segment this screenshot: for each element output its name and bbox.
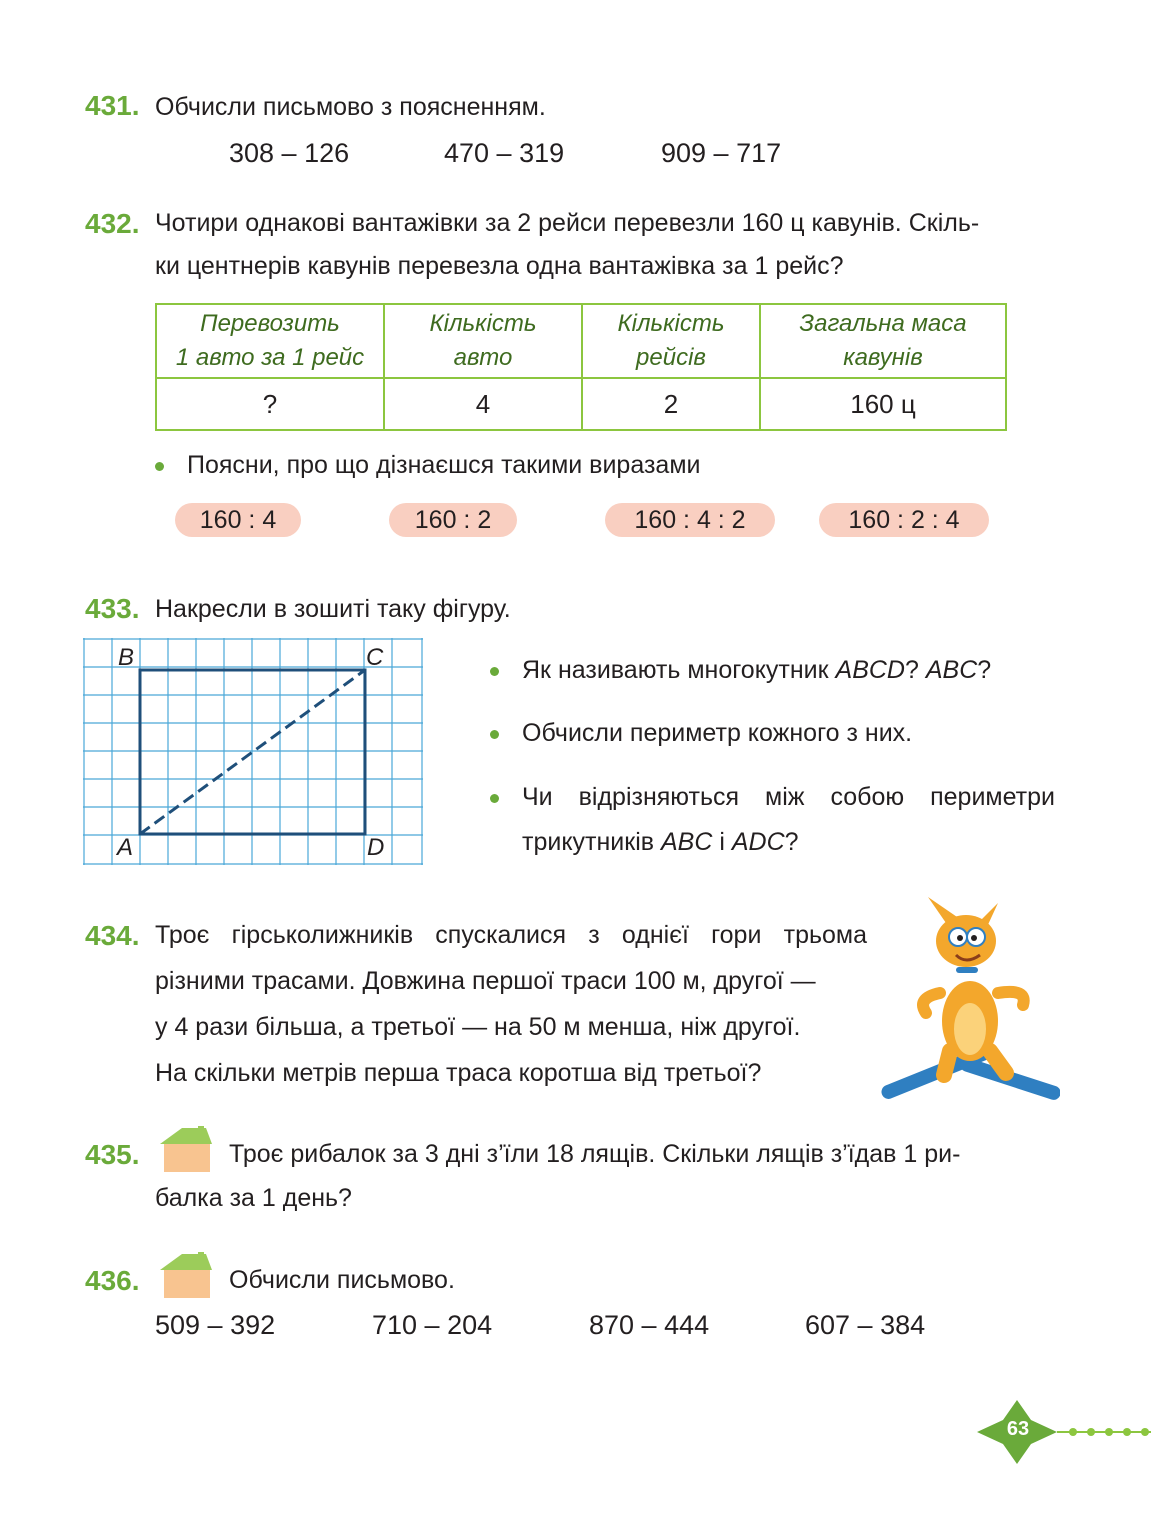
exercise-434-line1: Троє гірськолижників спускалися з однієї гори трьома (155, 921, 867, 949)
table-cell: 2 (582, 378, 760, 430)
page-number-badge-icon (975, 1398, 1155, 1468)
exercise-433-question3-line1: Чи відрізняються між собою периметри (522, 783, 1055, 811)
bullet-icon (155, 462, 164, 471)
expression: 909 – 717 (661, 138, 782, 168)
expression: 470 – 319 (444, 138, 565, 168)
page-number: 63 (1006, 1418, 1030, 1440)
table-header-cell: Загальна маса кавунів (760, 304, 1006, 378)
table-cell: 4 (384, 378, 582, 430)
expression: 607 – 384 (805, 1310, 926, 1340)
bullet-icon (490, 730, 499, 739)
exercise-number-436: 436. (85, 1265, 140, 1296)
expression-pill: 160 : 4 (175, 503, 301, 537)
exercise-number-434: 434. (85, 920, 140, 951)
problem-table (155, 303, 1007, 431)
expression: 509 – 392 (155, 1310, 276, 1340)
expression: 710 – 204 (372, 1310, 493, 1340)
vertex-label-b: B (118, 644, 135, 671)
exercise-434-line3: у 4 рази більша, а третьої — на 50 м менша, ніж другої. (155, 1013, 801, 1041)
exercise-435-line2: балка за 1 день? (155, 1184, 352, 1212)
table-cell: ? (156, 378, 384, 430)
bullet-icon (490, 667, 499, 676)
vertex-label-a: A (117, 834, 134, 861)
grid-figure (83, 638, 425, 866)
exercise-434-line4: На скільки метрів перша траса коротша від третьої? (155, 1059, 762, 1087)
vertex-label-d: D (367, 834, 385, 861)
exercise-number-432: 432. (85, 208, 140, 239)
exercise-433-question1: Як називають многокутник ABCD? ABC? (522, 656, 992, 684)
exercise-433-question2: Обчисли периметр кожного з них. (522, 719, 913, 747)
table-cell: 160 ц (760, 378, 1006, 430)
exercise-434-line2: різними трасами. Довжина першої траси 100 м, другої — (155, 967, 816, 995)
expression: 308 – 126 (229, 138, 350, 168)
exercise-number-431: 431. (85, 90, 140, 121)
table-header-cell: Кількість рейсів (582, 304, 760, 378)
table-header-cell: Перевозить 1 авто за 1 рейс (156, 304, 384, 378)
table-header-cell: Кількість авто (384, 304, 582, 378)
kangaroo-skier-illustration (878, 893, 1060, 1111)
expression-pill: 160 : 2 : 4 (819, 503, 989, 537)
exercise-436-text: Обчисли письмово. (229, 1266, 455, 1294)
exercise-435-line1: Троє рибалок за 3 дні з’їли 18 лящів. Скільки лящів з’їдав 1 ри- (229, 1140, 961, 1168)
expression-pill: 160 : 4 : 2 (605, 503, 775, 537)
exercise-432-line2: ки центнерів кавунів перевезла одна вантажівка за 1 рейс? (155, 252, 844, 280)
exercise-number-433: 433. (85, 593, 140, 624)
exercise-431-text: Обчисли письмово з поясненням. (155, 93, 546, 121)
exercise-433-question3-line2: трикутників ABC і ADC? (522, 828, 799, 856)
expression: 870 – 444 (589, 1310, 710, 1340)
house-homework-icon (158, 1250, 214, 1300)
vertex-label-c: C (366, 644, 384, 671)
bullet-icon (490, 794, 499, 803)
exercise-432-line1: Чотири однакові вантажівки за 2 рейси перевезли 160 ц кавунів. Скіль- (155, 209, 980, 237)
house-homework-icon (158, 1124, 214, 1174)
exercise-433-text: Накресли в зошиті таку фігуру. (155, 595, 511, 623)
exercise-432-bullet: Поясни, про що дізнаєшся такими виразами (187, 451, 701, 479)
exercise-number-435: 435. (85, 1139, 140, 1170)
expression-pill: 160 : 2 (389, 503, 517, 537)
